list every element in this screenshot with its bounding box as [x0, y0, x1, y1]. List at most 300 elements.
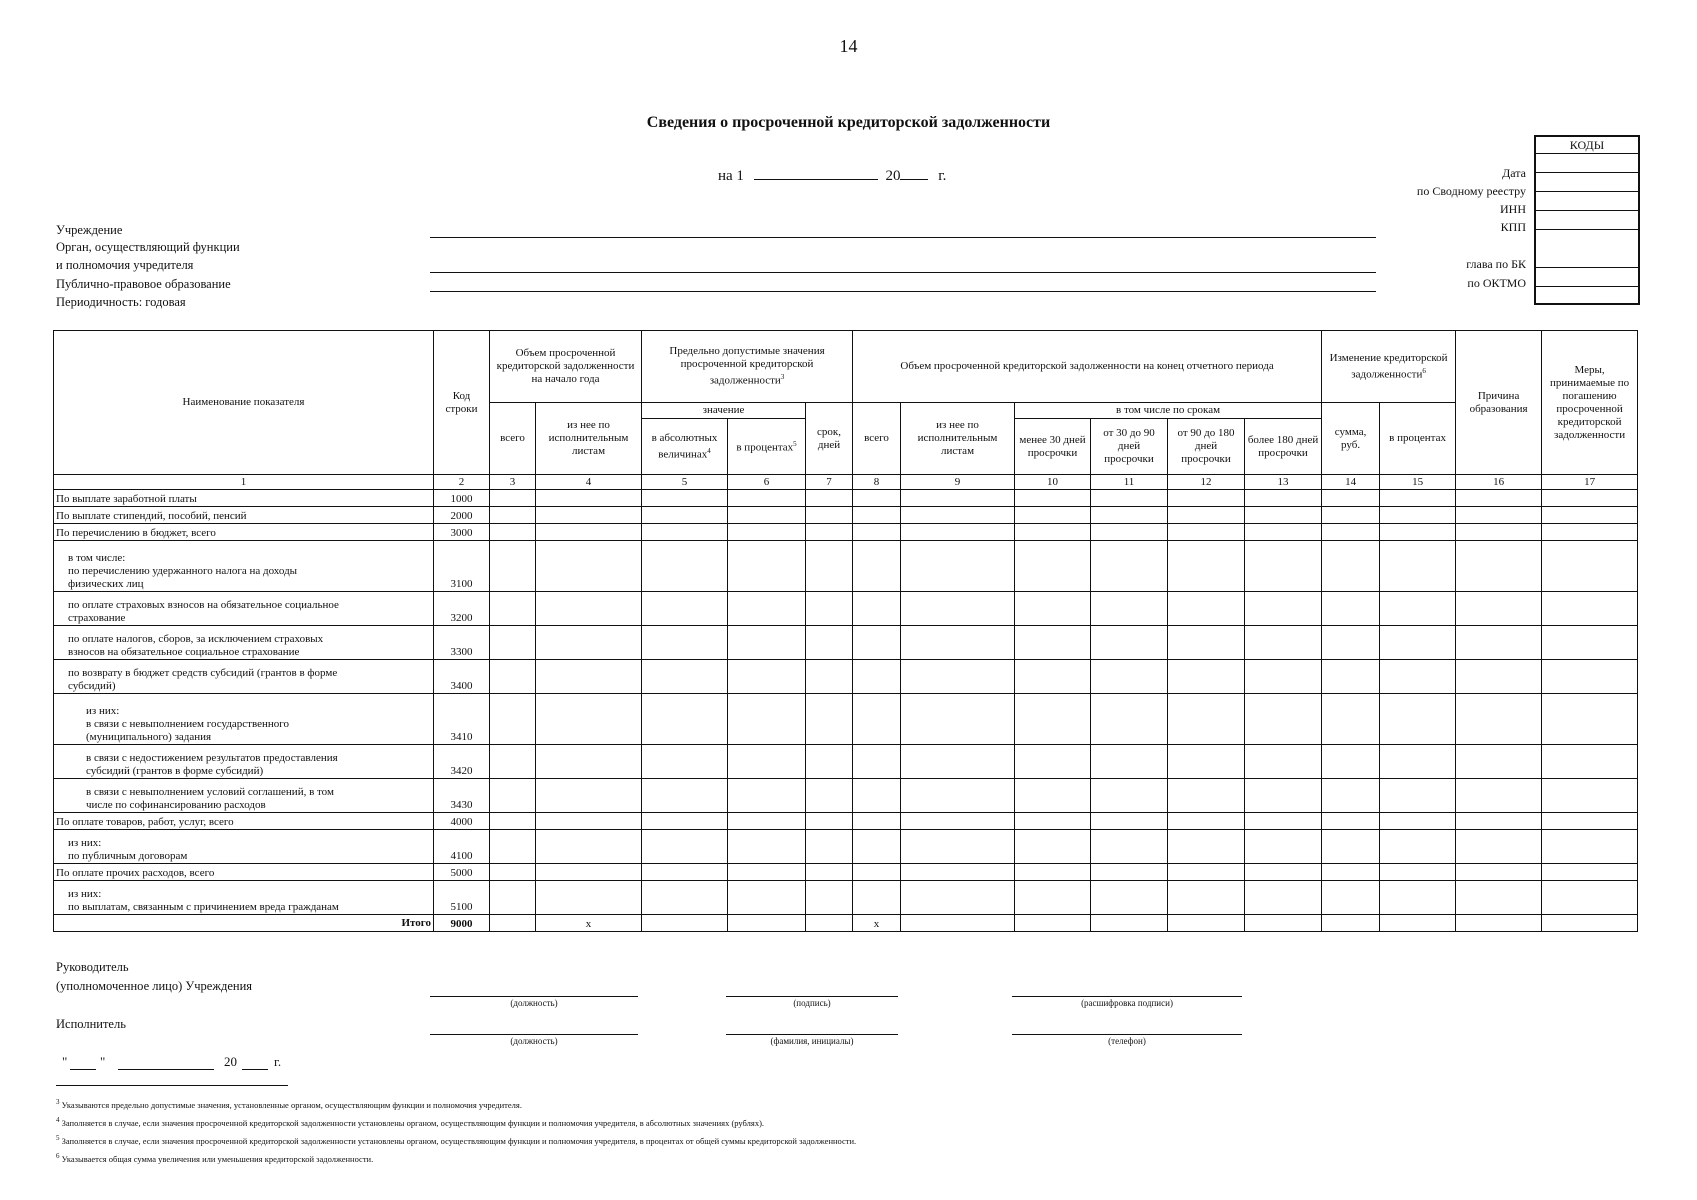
th-limit-sup: 3	[780, 373, 785, 382]
table-cell[interactable]	[1380, 626, 1456, 660]
code-cell-inn[interactable]	[1536, 192, 1638, 211]
table-cell[interactable]	[901, 660, 1015, 694]
table-cell[interactable]	[1015, 915, 1091, 932]
table-cell[interactable]	[1322, 915, 1380, 932]
table-cell[interactable]	[1456, 779, 1542, 813]
table-cell[interactable]	[1542, 830, 1638, 864]
table-cell[interactable]	[1542, 881, 1638, 915]
row-code: 3100	[434, 541, 490, 592]
row-label-line: по выплатам, связанным с причинением вреда гражданам	[68, 901, 339, 913]
executor-phone-field[interactable]	[1012, 1034, 1242, 1035]
table-cell[interactable]	[642, 490, 728, 507]
overdue-debt-table	[53, 330, 1638, 932]
table-cell[interactable]	[853, 541, 901, 592]
table-cell[interactable]	[1168, 507, 1245, 524]
table-cell[interactable]	[901, 745, 1015, 779]
table-cell[interactable]	[490, 779, 536, 813]
th-pct-text: в процентах	[736, 441, 794, 454]
table-cell[interactable]	[728, 507, 806, 524]
table-cell[interactable]	[1091, 745, 1168, 779]
table-cell[interactable]	[728, 915, 806, 932]
sign-month-field[interactable]	[118, 1069, 214, 1070]
table-cell[interactable]	[901, 881, 1015, 915]
table-cell[interactable]	[1380, 779, 1456, 813]
row-label-line: по перечислению удержанного налога на доходы	[68, 565, 298, 577]
th-90-180: от 90 до 180 дней просрочки	[1168, 419, 1245, 475]
table-cell[interactable]	[1380, 745, 1456, 779]
table-cell[interactable]	[1091, 915, 1168, 932]
table-cell[interactable]	[490, 660, 536, 694]
table-cell[interactable]	[728, 864, 806, 881]
table-cell[interactable]	[853, 779, 901, 813]
table-cell[interactable]	[853, 592, 901, 626]
table-cell[interactable]	[490, 524, 536, 541]
table-cell[interactable]	[642, 524, 728, 541]
table-cell[interactable]	[1245, 660, 1322, 694]
table-cell[interactable]	[642, 541, 728, 592]
table-cell[interactable]	[536, 507, 642, 524]
row-label-line: По выплате заработной платы	[56, 493, 197, 505]
table-cell[interactable]	[728, 745, 806, 779]
table-cell[interactable]	[1245, 694, 1322, 745]
table-row	[54, 864, 1638, 881]
table-cell[interactable]	[1168, 524, 1245, 541]
table-cell[interactable]	[1015, 490, 1091, 507]
table-cell[interactable]	[1168, 694, 1245, 745]
table-cell[interactable]	[1322, 694, 1380, 745]
table-cell[interactable]	[490, 881, 536, 915]
table-cell[interactable]	[806, 881, 853, 915]
row-code: 3430	[434, 779, 490, 813]
code-cell-kpp[interactable]	[1536, 211, 1638, 230]
table-cell[interactable]	[1456, 660, 1542, 694]
table-cell[interactable]	[536, 660, 642, 694]
table-cell[interactable]	[1322, 592, 1380, 626]
table-cell[interactable]	[1542, 813, 1638, 830]
table-cell[interactable]	[1542, 864, 1638, 881]
th-vol-start: Объем просроченной кредиторской задолженности на начало года	[490, 331, 642, 403]
table-cell[interactable]	[642, 592, 728, 626]
th-start-total: всего	[490, 403, 536, 475]
row-label-line: субсидий)	[68, 680, 116, 692]
table-cell[interactable]	[1015, 745, 1091, 779]
table-cell[interactable]	[490, 626, 536, 660]
table-cell[interactable]	[1168, 745, 1245, 779]
table-cell[interactable]	[1456, 915, 1542, 932]
table-cell[interactable]	[1015, 541, 1091, 592]
code-cell-bk[interactable]	[1536, 230, 1638, 268]
date-prefix: на 1	[718, 168, 744, 184]
table-cell[interactable]	[1015, 830, 1091, 864]
table-cell[interactable]	[728, 626, 806, 660]
code-cell-date[interactable]	[1536, 154, 1638, 173]
table-cell[interactable]	[1380, 592, 1456, 626]
table-cell[interactable]	[490, 864, 536, 881]
table-cell[interactable]	[536, 524, 642, 541]
table-cell[interactable]	[642, 813, 728, 830]
table-cell[interactable]	[853, 626, 901, 660]
table-cell[interactable]	[1456, 524, 1542, 541]
table-cell[interactable]	[490, 830, 536, 864]
table-cell[interactable]	[1322, 660, 1380, 694]
table-cell[interactable]	[1380, 507, 1456, 524]
table-cell[interactable]	[1015, 626, 1091, 660]
table-cell[interactable]	[642, 915, 728, 932]
table-cell[interactable]	[1542, 507, 1638, 524]
table-cell[interactable]	[901, 541, 1015, 592]
table-cell[interactable]	[536, 626, 642, 660]
table-cell[interactable]	[1456, 694, 1542, 745]
th-sum: сумма, руб.	[1322, 403, 1380, 475]
table-cell[interactable]	[1322, 541, 1380, 592]
footnote-6	[56, 1152, 373, 1164]
table-cell[interactable]	[806, 626, 853, 660]
th-reason: Причина образования	[1456, 331, 1542, 475]
row-code: 3000	[434, 524, 490, 541]
table-cell[interactable]	[1322, 813, 1380, 830]
table-cell[interactable]	[1380, 490, 1456, 507]
table-row	[54, 813, 1638, 830]
table-cell[interactable]	[1091, 490, 1168, 507]
table-cell[interactable]	[1168, 779, 1245, 813]
table-cell[interactable]	[642, 745, 728, 779]
table-cell[interactable]	[1091, 864, 1168, 881]
table-cell[interactable]	[1456, 541, 1542, 592]
table-cell[interactable]	[1245, 745, 1322, 779]
table-cell[interactable]	[1456, 813, 1542, 830]
total-x-mark: x	[853, 915, 901, 932]
table-cell[interactable]	[1015, 881, 1091, 915]
table-cell[interactable]	[1015, 694, 1091, 745]
table-cell[interactable]	[806, 660, 853, 694]
row-label	[54, 745, 434, 779]
column-numbers-row	[54, 475, 1638, 490]
table-cell[interactable]	[490, 490, 536, 507]
table-cell[interactable]	[806, 830, 853, 864]
col-num: 12	[1168, 475, 1245, 490]
table-cell[interactable]	[1015, 813, 1091, 830]
table-cell[interactable]	[806, 541, 853, 592]
th-value: значение	[642, 403, 806, 419]
table-cell[interactable]	[1015, 864, 1091, 881]
table-cell[interactable]	[806, 915, 853, 932]
col-num: 9	[901, 475, 1015, 490]
table-cell[interactable]	[642, 694, 728, 745]
table-cell[interactable]	[490, 507, 536, 524]
table-cell[interactable]	[1322, 490, 1380, 507]
table-cell[interactable]	[1380, 881, 1456, 915]
table-cell[interactable]	[728, 541, 806, 592]
footnote-text: Заполняется в случае, если значения просроченной кредиторской задолженности установлены органом, осуществляющим функции и полномочия учредителя, в абсолютных значениях (рублях).	[61, 1117, 765, 1128]
row-code: 3400	[434, 660, 490, 694]
table-cell[interactable]	[490, 813, 536, 830]
table-cell[interactable]	[1091, 507, 1168, 524]
table-cell[interactable]	[1380, 541, 1456, 592]
table-cell[interactable]	[728, 490, 806, 507]
table-cell[interactable]	[728, 524, 806, 541]
row-code: 3420	[434, 745, 490, 779]
table-cell[interactable]	[853, 490, 901, 507]
table-cell[interactable]	[853, 507, 901, 524]
organ-field[interactable]	[430, 272, 1376, 273]
table-cell[interactable]	[1542, 745, 1638, 779]
table-cell[interactable]	[1245, 507, 1322, 524]
executor-name-field[interactable]	[726, 1034, 898, 1035]
table-cell[interactable]	[901, 915, 1015, 932]
row-label	[54, 813, 434, 830]
table-cell[interactable]	[642, 779, 728, 813]
table-cell[interactable]	[728, 830, 806, 864]
table-cell[interactable]	[642, 507, 728, 524]
col-num: 16	[1456, 475, 1542, 490]
public-entity-field[interactable]	[430, 291, 1376, 292]
table-cell[interactable]	[1091, 694, 1168, 745]
head-position-field[interactable]	[430, 996, 638, 997]
row-label-line: в связи с невыполнением условий соглашений, в том	[86, 786, 334, 798]
table-cell[interactable]	[1456, 592, 1542, 626]
table-cell[interactable]	[853, 881, 901, 915]
table-cell[interactable]	[806, 592, 853, 626]
table-cell[interactable]	[901, 779, 1015, 813]
table-cell[interactable]	[1456, 626, 1542, 660]
table-cell[interactable]	[1456, 490, 1542, 507]
table-cell[interactable]	[536, 694, 642, 745]
table-cell[interactable]	[806, 507, 853, 524]
table-cell[interactable]	[1456, 507, 1542, 524]
executor-position-field[interactable]	[430, 1034, 638, 1035]
table-cell[interactable]	[490, 694, 536, 745]
row-code: 2000	[434, 507, 490, 524]
code-cell-empty[interactable]	[1536, 287, 1638, 303]
table-cell[interactable]	[901, 490, 1015, 507]
table-cell[interactable]	[728, 660, 806, 694]
table-cell[interactable]	[1245, 813, 1322, 830]
table-cell[interactable]	[1542, 694, 1638, 745]
table-cell[interactable]	[1380, 813, 1456, 830]
table-cell[interactable]	[901, 524, 1015, 541]
table-cell[interactable]	[1168, 541, 1245, 592]
table-cell[interactable]	[1168, 864, 1245, 881]
table-cell[interactable]	[1456, 864, 1542, 881]
table-cell[interactable]	[1168, 813, 1245, 830]
caption-signature: (подпись)	[793, 998, 831, 1008]
table-cell[interactable]	[536, 490, 642, 507]
th-in-pct: в процентах	[1380, 403, 1456, 475]
table-cell[interactable]	[1245, 524, 1322, 541]
table-row	[54, 779, 1638, 813]
table-cell[interactable]	[1245, 915, 1322, 932]
table-cell[interactable]	[1168, 660, 1245, 694]
sign-day-field[interactable]	[70, 1069, 96, 1070]
table-cell[interactable]	[901, 507, 1015, 524]
col-num: 17	[1542, 475, 1638, 490]
th-name: Наименование показателя	[54, 331, 434, 475]
table-cell[interactable]	[1091, 626, 1168, 660]
table-cell[interactable]	[1245, 626, 1322, 660]
table-cell[interactable]	[1091, 830, 1168, 864]
table-cell[interactable]	[853, 830, 901, 864]
table-cell[interactable]	[853, 745, 901, 779]
table-cell[interactable]	[901, 813, 1015, 830]
col-num: 14	[1322, 475, 1380, 490]
table-cell[interactable]	[806, 779, 853, 813]
table-cell[interactable]	[1015, 592, 1091, 626]
table-cell[interactable]	[1091, 881, 1168, 915]
table-cell[interactable]	[1245, 490, 1322, 507]
code-cell-registry[interactable]	[1536, 173, 1638, 192]
table-cell[interactable]	[642, 626, 728, 660]
table-cell[interactable]	[901, 694, 1015, 745]
footnote-4	[56, 1116, 764, 1128]
table-row	[54, 694, 1638, 745]
table-cell[interactable]	[536, 813, 642, 830]
date-month-field[interactable]	[754, 165, 878, 180]
table-cell[interactable]	[1245, 864, 1322, 881]
table-cell[interactable]	[1015, 779, 1091, 813]
table-cell[interactable]	[1542, 524, 1638, 541]
table-cell[interactable]	[1168, 592, 1245, 626]
table-cell[interactable]	[1322, 507, 1380, 524]
table-cell[interactable]	[1322, 830, 1380, 864]
table-cell[interactable]	[901, 592, 1015, 626]
table-cell[interactable]	[1322, 864, 1380, 881]
table-cell[interactable]	[490, 541, 536, 592]
row-label-line: страхование	[68, 612, 126, 624]
table-cell[interactable]	[1168, 881, 1245, 915]
table-cell[interactable]	[536, 779, 642, 813]
footnote-number: 3	[56, 1098, 60, 1106]
public-entity-label: Публично-правовое образование	[56, 277, 231, 291]
table-cell[interactable]	[1245, 592, 1322, 626]
table-cell[interactable]	[853, 524, 901, 541]
table-cell[interactable]	[1015, 524, 1091, 541]
table-cell[interactable]	[1322, 745, 1380, 779]
table-cell[interactable]	[642, 864, 728, 881]
col-num: 7	[806, 475, 853, 490]
table-cell[interactable]	[1542, 915, 1638, 932]
table-cell[interactable]	[853, 813, 901, 830]
table-cell[interactable]	[806, 694, 853, 745]
caption-decoding: (расшифровка подписи)	[1081, 998, 1173, 1008]
table-cell[interactable]	[901, 626, 1015, 660]
table-cell[interactable]	[1380, 915, 1456, 932]
head-label-2: (уполномоченное лицо) Учреждения	[56, 979, 253, 993]
table-cell[interactable]	[490, 745, 536, 779]
table-cell[interactable]	[1322, 881, 1380, 915]
table-cell[interactable]	[853, 694, 901, 745]
table-cell[interactable]	[728, 592, 806, 626]
row-code: 3410	[434, 694, 490, 745]
table-cell[interactable]	[1168, 915, 1245, 932]
caption-name: (фамилия, инициалы)	[770, 1036, 854, 1046]
table-cell[interactable]	[1091, 592, 1168, 626]
table-cell[interactable]	[1542, 626, 1638, 660]
table-cell[interactable]	[1542, 660, 1638, 694]
table-cell[interactable]	[1091, 524, 1168, 541]
table-cell[interactable]	[1380, 660, 1456, 694]
head-label-1: Руководитель	[56, 960, 129, 974]
code-cell-oktmo[interactable]	[1536, 268, 1638, 287]
table-cell[interactable]	[1380, 694, 1456, 745]
table-cell[interactable]	[490, 592, 536, 626]
table-cell[interactable]	[1168, 490, 1245, 507]
th-abs	[642, 419, 728, 475]
table-cell[interactable]	[1380, 524, 1456, 541]
table-cell[interactable]	[728, 813, 806, 830]
table-cell[interactable]	[490, 915, 536, 932]
table-cell[interactable]	[642, 830, 728, 864]
row-label	[54, 626, 434, 660]
table-cell[interactable]	[536, 830, 642, 864]
table-cell[interactable]	[806, 864, 853, 881]
table-cell[interactable]	[1168, 830, 1245, 864]
table-cell[interactable]	[728, 779, 806, 813]
table-cell[interactable]	[806, 745, 853, 779]
table-cell[interactable]	[1380, 830, 1456, 864]
table-cell[interactable]	[1542, 541, 1638, 592]
table-cell[interactable]	[1542, 592, 1638, 626]
table-cell[interactable]	[1245, 881, 1322, 915]
table-cell[interactable]	[1091, 779, 1168, 813]
table-cell[interactable]	[536, 541, 642, 592]
footnote-number: 5	[56, 1134, 60, 1142]
table-cell[interactable]	[1245, 541, 1322, 592]
table-cell[interactable]	[1322, 626, 1380, 660]
th-pct-sup: 5	[793, 440, 797, 449]
row-label	[54, 524, 434, 541]
table-cell[interactable]	[1322, 524, 1380, 541]
head-signature-field[interactable]	[726, 996, 898, 997]
table-cell[interactable]	[1542, 490, 1638, 507]
table-cell[interactable]	[1091, 541, 1168, 592]
table-cell[interactable]	[642, 881, 728, 915]
head-decoding-field[interactable]	[1012, 996, 1242, 997]
table-cell[interactable]	[1322, 779, 1380, 813]
total-label: Итого	[54, 915, 434, 932]
table-cell[interactable]	[1091, 813, 1168, 830]
table-cell[interactable]	[728, 881, 806, 915]
table-cell[interactable]	[1245, 830, 1322, 864]
table-cell[interactable]	[536, 745, 642, 779]
table-cell[interactable]	[1380, 864, 1456, 881]
institution-field[interactable]	[430, 237, 1376, 238]
table-cell[interactable]	[1015, 507, 1091, 524]
table-cell[interactable]	[1091, 660, 1168, 694]
table-cell[interactable]	[1168, 626, 1245, 660]
table-cell[interactable]	[728, 694, 806, 745]
table-cell[interactable]	[1456, 881, 1542, 915]
table-cell[interactable]	[1245, 779, 1322, 813]
table-cell[interactable]	[901, 830, 1015, 864]
table-cell[interactable]	[806, 490, 853, 507]
table-cell[interactable]	[642, 660, 728, 694]
date-year-field[interactable]	[900, 165, 928, 180]
table-cell[interactable]	[806, 524, 853, 541]
table-cell[interactable]	[536, 864, 642, 881]
table-cell[interactable]	[853, 864, 901, 881]
sign-year-field[interactable]	[242, 1069, 268, 1070]
table-cell[interactable]	[853, 660, 901, 694]
table-cell[interactable]	[901, 864, 1015, 881]
periodicity-label: Периодичность: годовая	[56, 295, 186, 309]
table-cell[interactable]	[1456, 745, 1542, 779]
table-cell[interactable]	[536, 881, 642, 915]
table-cell[interactable]	[1015, 660, 1091, 694]
table-cell[interactable]	[1456, 830, 1542, 864]
table-cell[interactable]	[1542, 779, 1638, 813]
table-cell[interactable]	[806, 813, 853, 830]
table-cell[interactable]	[536, 592, 642, 626]
